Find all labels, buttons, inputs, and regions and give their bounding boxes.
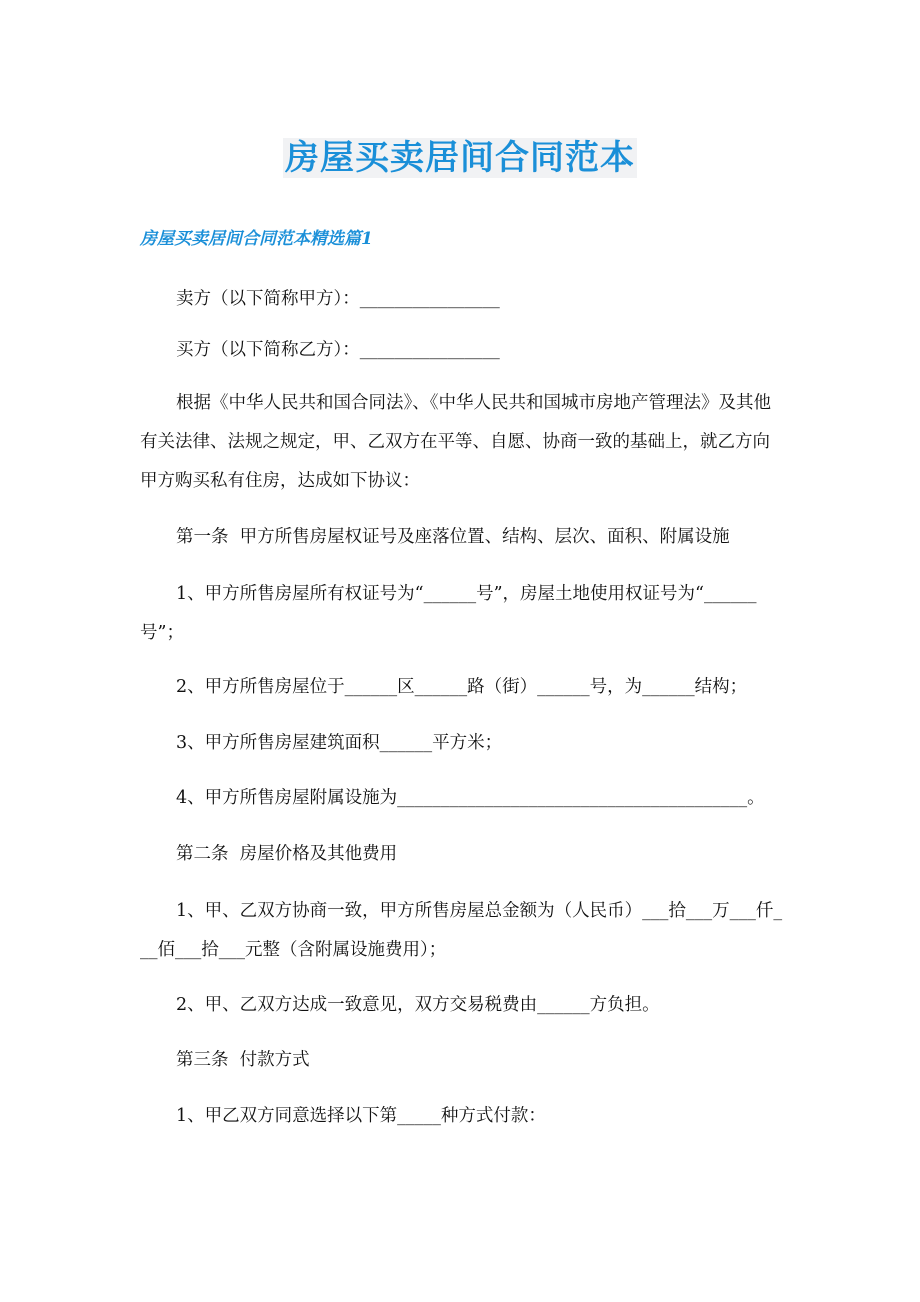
section-subtitle: 房屋买卖居间合同范本精选篇1 xyxy=(140,229,373,249)
article-1-item-2: 2、甲方所售房屋位于______区______路（街）______号，为______结构； xyxy=(176,677,748,697)
article-1-item-3: 3、甲方所售房屋建筑面积______平方米； xyxy=(176,733,503,753)
article-2-item-2: 2、甲、乙双方达成一致意见，双方交易税费由______方负担。 xyxy=(176,995,660,1015)
document-title-text: 房屋买卖居间合同范本 xyxy=(285,138,635,178)
seller-line: 卖方（以下简称甲方）：________________ xyxy=(176,289,500,309)
article-3-heading: 第三条 付款方式 xyxy=(176,1050,310,1070)
document-title xyxy=(0,132,920,184)
article-1-item-1: 1、甲方所售房屋所有权证号为“______号”，房屋土地使用权证号为“______号”； xyxy=(140,584,757,643)
article-1-heading: 第一条 甲方所售房屋权证号及座落位置、结构、层次、面积、附属设施 xyxy=(176,527,730,547)
article-2-item-1: 1、甲、乙双方协商一致，甲方所售房屋总金额为（人民币）___拾___万___仟___佰___拾___元整（含附属设施费用）； xyxy=(140,901,783,960)
article-2-heading: 第二条 房屋价格及其他费用 xyxy=(176,844,398,864)
article-1-item-4: 4、甲方所售房屋附属设施为________________________________________。 xyxy=(176,788,765,808)
preamble-paragraph: 根据《中华人民共和国合同法》、《中华人民共和国城市房地产管理法》及其他有关法律、法规之规定，甲、乙双方在平等、自愿、协商一致的基础上，就乙方向甲方购买私有住房，达成如下协议： xyxy=(140,393,771,491)
buyer-line: 买方（以下简称乙方）：________________ xyxy=(176,340,500,360)
article-3-item-1: 1、甲乙双方同意选择以下第_____种方式付款： xyxy=(176,1106,546,1126)
